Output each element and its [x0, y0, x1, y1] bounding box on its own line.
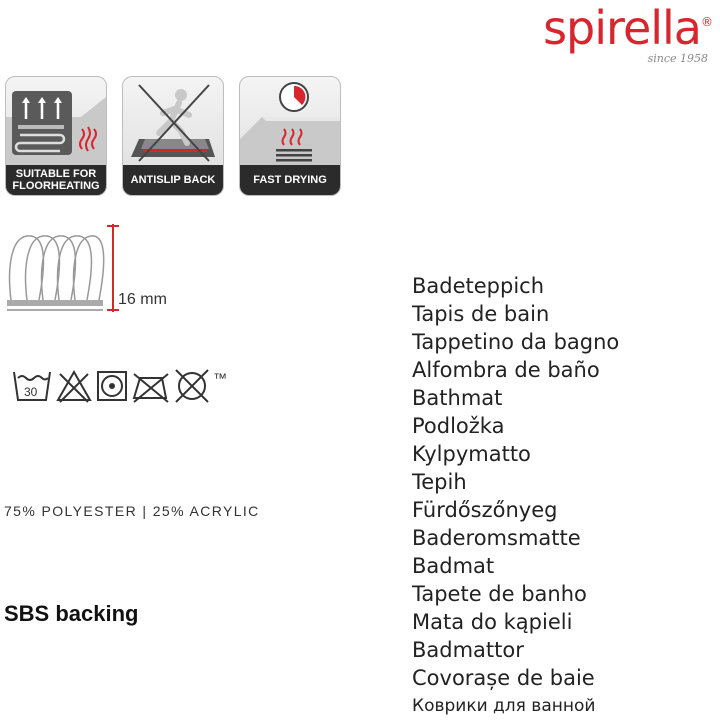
product-name: Tappetino da bagno	[412, 330, 620, 354]
material-composition: 75% POLYESTER | 25% ACRYLIC	[4, 503, 260, 519]
backing-type: SBS backing	[4, 601, 139, 626]
no-iron-icon	[134, 374, 168, 402]
product-name: Tapis de bain	[412, 302, 550, 326]
no-bleach-icon	[58, 372, 90, 402]
product-name: Tepih	[412, 470, 467, 494]
logo-since: since 1958	[647, 52, 708, 65]
product-name: Kylpymatto	[412, 442, 531, 466]
fast-drying-icon	[240, 77, 340, 167]
product-name: Tapete de banho	[412, 582, 587, 606]
wash-temperature: 30	[24, 385, 38, 399]
product-name: Badeteppich	[412, 274, 545, 298]
product-name-list	[412, 272, 619, 720]
product-name: Baderomsmatte	[412, 526, 581, 550]
product-name: Covorașe de baie	[412, 666, 595, 690]
product-name: Mata do kąpieli	[412, 610, 573, 634]
pile-height-label: 16 mm	[118, 291, 167, 308]
care-symbols	[12, 366, 212, 406]
badge-label: FAST DRYING	[240, 165, 340, 195]
antislip-icon	[123, 77, 223, 167]
no-dry-clean-icon	[176, 370, 208, 402]
badge-fastdrying	[239, 76, 341, 196]
product-name: Podložka	[412, 414, 505, 438]
product-name: Badmattor	[412, 638, 524, 662]
badge-label: ANTISLIP BACK	[123, 165, 223, 195]
trademark-symbol: ™	[213, 370, 227, 386]
registered-mark: ®	[701, 15, 712, 29]
product-name: Bathmat	[412, 386, 503, 410]
badge-floorheating	[5, 76, 107, 196]
logo-text: spirella	[543, 1, 701, 55]
brand-logo	[543, 0, 712, 65]
tumble-dry-icon	[98, 372, 126, 400]
badge-label: SUITABLE FOR FLOORHEATING	[6, 165, 106, 195]
feature-badges	[5, 76, 341, 196]
wash-30-icon	[14, 372, 50, 400]
product-name: Коврики для ванной	[412, 696, 596, 716]
pile-height-diagram	[5, 218, 125, 318]
badge-antislip	[122, 76, 224, 196]
product-name: Badmat	[412, 554, 495, 578]
product-name: Fürdőszőnyeg	[412, 498, 558, 522]
product-name: Alfombra de baño	[412, 358, 600, 382]
floor-heating-icon	[6, 77, 106, 167]
